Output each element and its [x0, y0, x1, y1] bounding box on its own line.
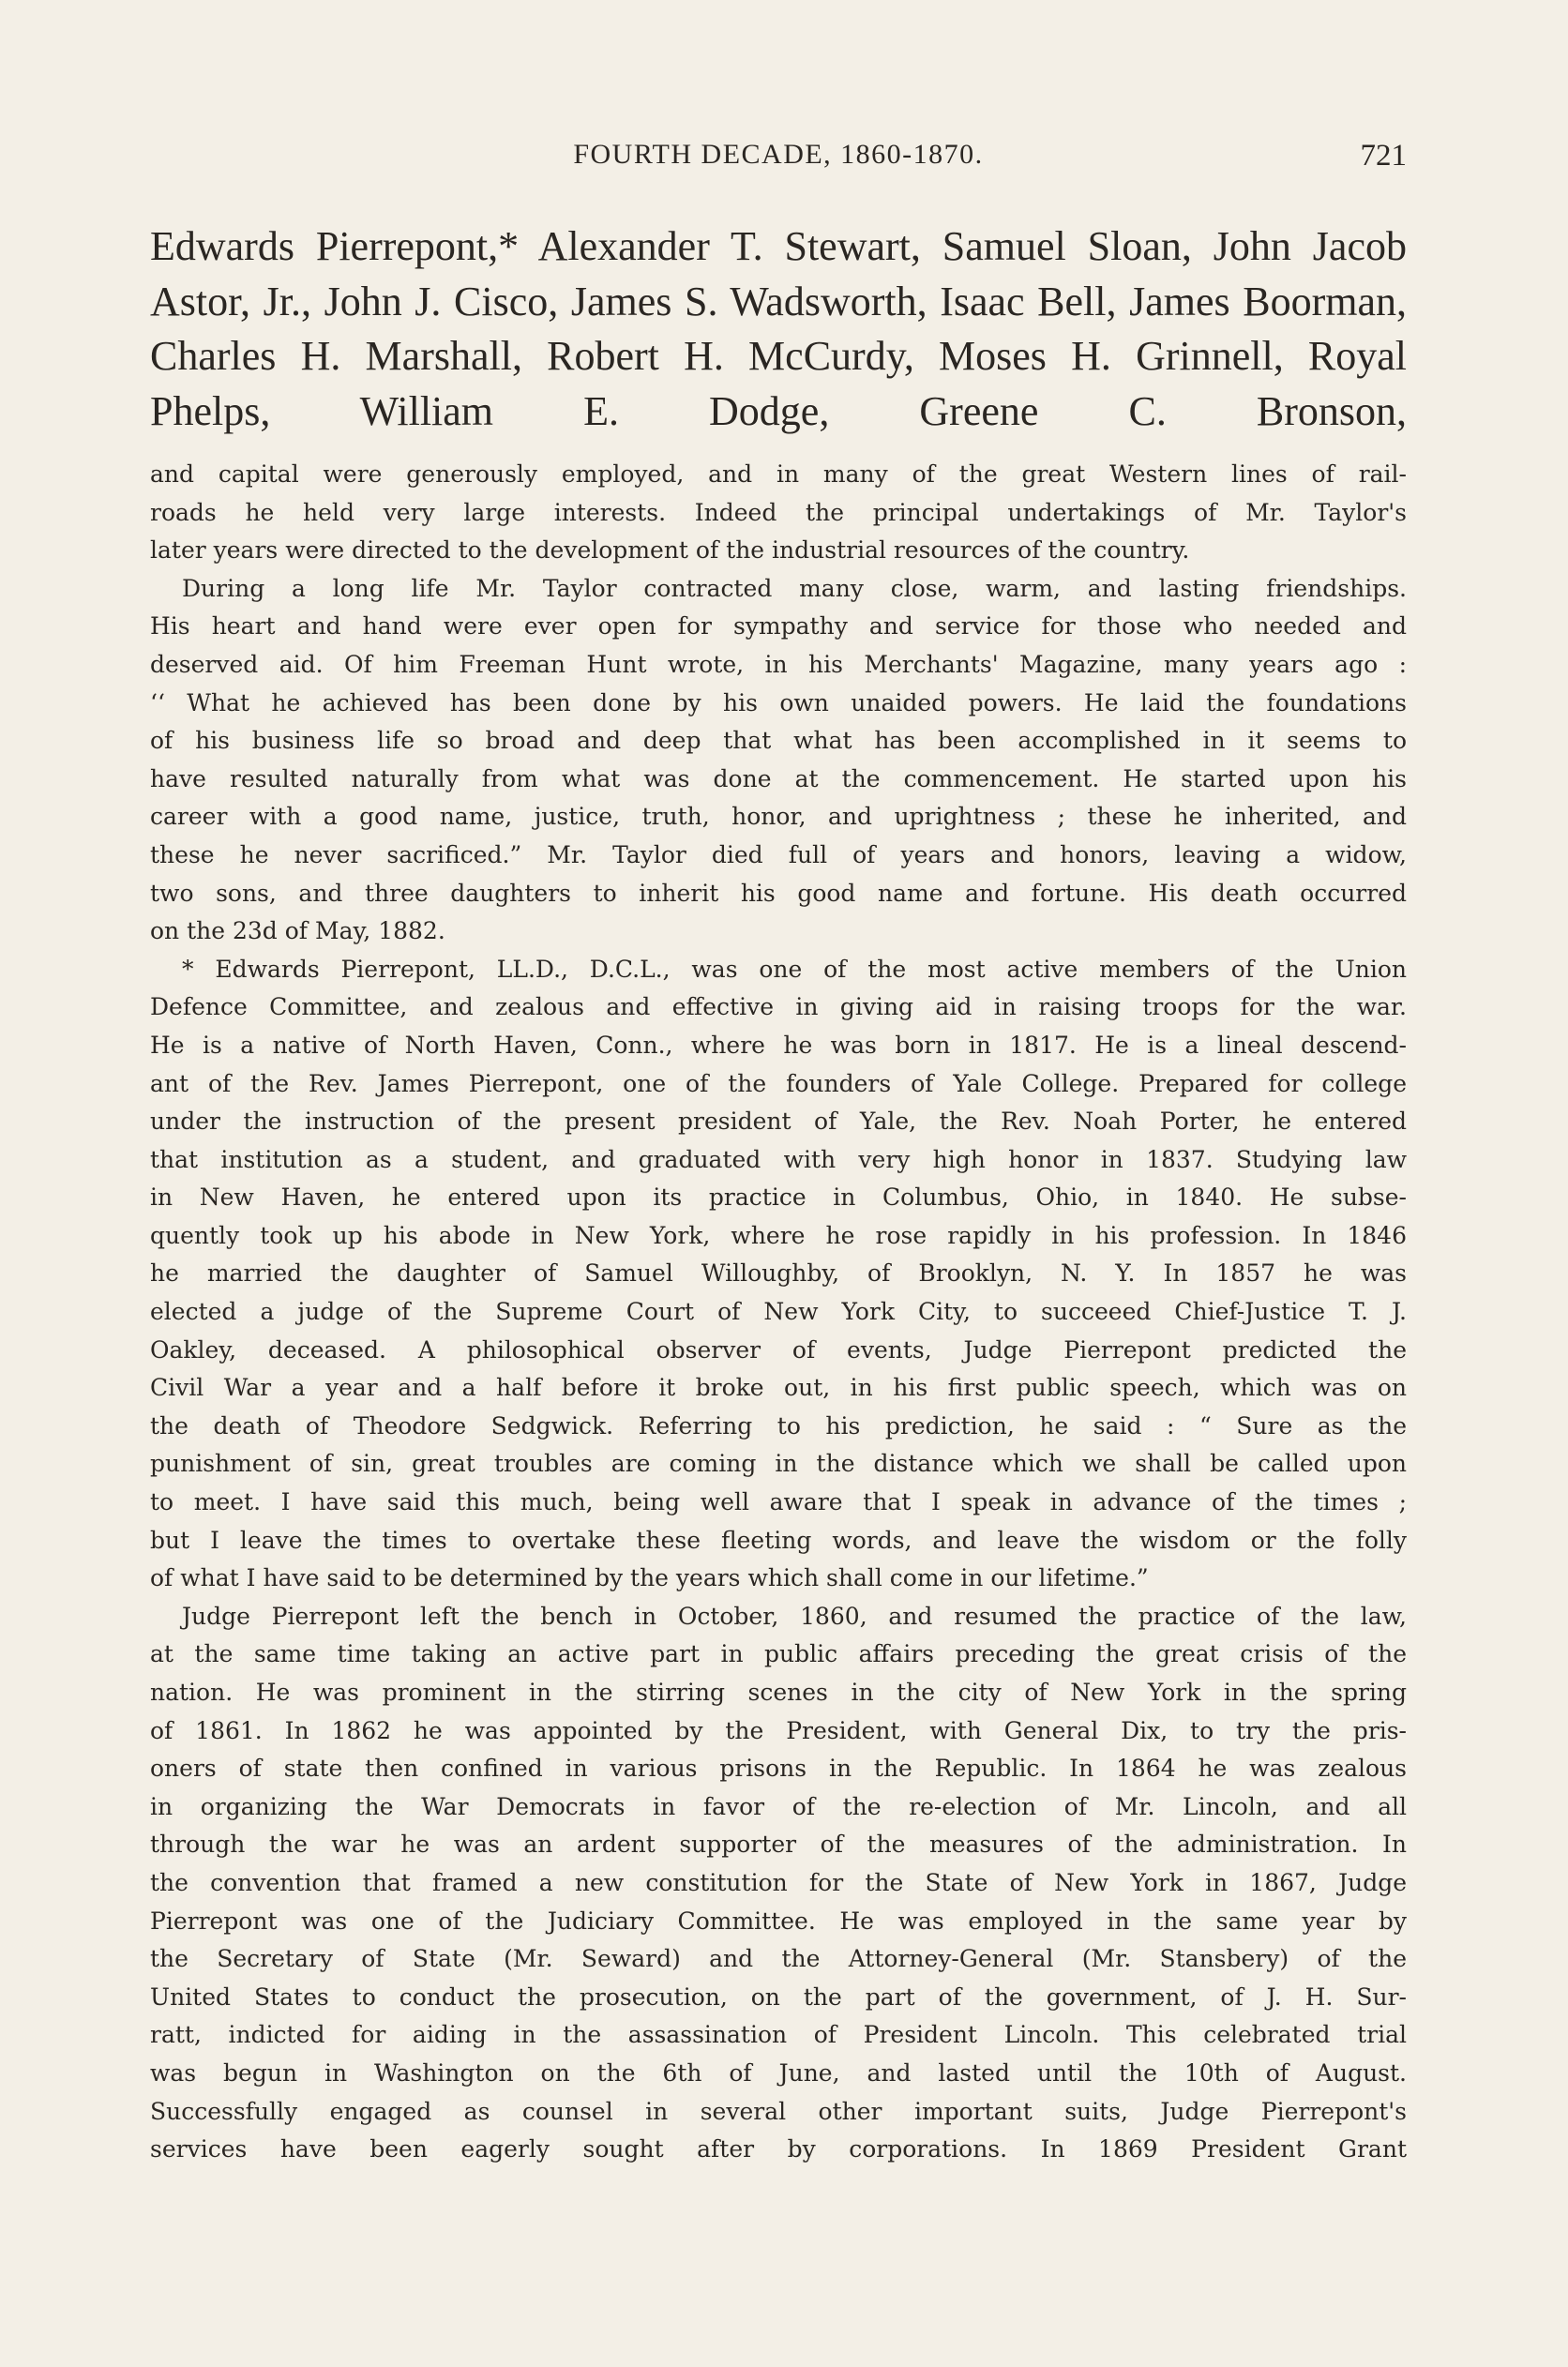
- text-line: but I leave the times to overtake these fleeting words, and leave the wisdom or the folly: [150, 1526, 1407, 1554]
- text-line: in New Haven, he entered upon its practice in Columbus, Ohio, in 1840. He subse-: [150, 1184, 1407, 1212]
- text-line: of 1861. In 1862 he was appointed by the President, with General Dix, to try the pris-: [150, 1716, 1407, 1744]
- text-line: quently took up his abode in New York, where he rose rapidly in his profession. In 1846: [150, 1221, 1407, 1249]
- text-line: He is a native of North Haven, Conn., where he was born in 1817. He is a lineal descend-: [150, 1031, 1407, 1059]
- text-line: through the war he was an ardent supporter of the measures of the administration. In: [150, 1831, 1407, 1859]
- text-line: the convention that framed a new constitution for the State of New York in 1867, Judge: [150, 1868, 1407, 1896]
- text-line: ‘‘ What he achieved has been done by his own unaided powers. He laid the foundations: [150, 688, 1407, 716]
- text-line: was begun in Washington on the 6th of June, and lasted until the 10th of August.: [150, 2058, 1407, 2087]
- text-line: * Edwards Pierrepont, LL.D., D.C.L., was one of the most active members of the Union: [182, 955, 1407, 983]
- running-head: [150, 139, 1407, 186]
- text-line: that institution as a student, and graduated with very high honor in 1837. Studying law: [150, 1145, 1407, 1173]
- text-line: roads he held very large interests. Indeed the principal undertakings of Mr. Taylor's: [150, 498, 1407, 526]
- text-line: to meet. I have said this much, being well aware that I speak in advance of the times ;: [150, 1488, 1407, 1516]
- text-line: under the instruction of the present president of Yale, the Rev. Noah Porter, he entered: [150, 1108, 1407, 1136]
- text-line: deserved aid. Of him Freeman Hunt wrote, in his Merchants' Magazine, many years ago :: [150, 650, 1407, 678]
- text-line: United States to conduct the prosecution, on the part of the government, of J. H. Sur-: [150, 1983, 1407, 2011]
- text-line: oners of state then confined in various prisons in the Republic. In 1864 he was zealous: [150, 1755, 1407, 1783]
- text-line: services have been eagerly sought after by corporations. In 1869 President Grant: [150, 2135, 1407, 2163]
- text-line: Successfully engaged as counsel in several other important suits, Judge Pierrepont's: [150, 2097, 1407, 2125]
- text-line: he married the daughter of Samuel Willoughby, of Brooklyn, N. Y. In 1857 he was: [150, 1259, 1407, 1288]
- text-line: on the 23d of May, 1882.: [150, 917, 445, 945]
- text-line: these he never sacrificed.” Mr. Taylor died full of years and honors, leaving a widow,: [150, 840, 1407, 868]
- text-line: elected a judge of the Supreme Court of New York City, to succeeed Chief-Justice T. J.: [150, 1298, 1407, 1326]
- running-head-title: FOURTH DECADE, 1860-1870.: [573, 139, 984, 170]
- text-line: Civil War a year and a half before it broke out, in his first public speech, which was on: [150, 1374, 1407, 1402]
- text-line: have resulted naturally from what was done at the commencement. He started upon his: [150, 764, 1407, 792]
- text-line: Oakley, deceased. A philosophical observer of events, Judge Pierrepont predicted the: [150, 1335, 1407, 1364]
- text-line: and capital were generously employed, and in many of the great Western lines of rail-: [150, 460, 1407, 488]
- text-line: two sons, and three daughters to inherit his good name and fortune. His death occurred: [150, 879, 1407, 907]
- text-line: punishment of sin, great troubles are coming in the distance which we shall be called upon: [150, 1450, 1407, 1478]
- text-line: the death of Theodore Sedgwick. Referring to his prediction, he said : “ Sure as the: [150, 1411, 1407, 1440]
- footnote-text: [150, 456, 1407, 2169]
- text-line: of his business life so broad and deep that what has been accomplished in it seems to: [150, 727, 1407, 755]
- text-line: later years were directed to the development of the industrial resources of the country.: [150, 536, 1190, 565]
- text-line: Judge Pierrepont left the bench in October, 1860, and resumed the practice of the law,: [182, 1602, 1407, 1630]
- text-line: in organizing the War Democrats in favor of the re-election of Mr. Lincoln, and all: [150, 1792, 1407, 1820]
- text-line: of what I have said to be determined by the years which shall come in our lifetime.”: [150, 1564, 1149, 1592]
- text-line: His heart and hand were ever open for sympathy and service for those who needed and: [150, 612, 1407, 641]
- names-list-paragraph: Edwards Pierrepont,* Alexander T. Stewart, Samuel Sloan, John Jacob Astor, Jr., John J. Cisco, James S. Wadsworth, Isaac Bell, James Boorman, Charles H. Marshall, Robert H. McCurdy, Moses H. Grinnell, Royal Phelps, William E. Dodge, Greene C. Bronson,: [150, 223, 1407, 434]
- text-line: Pierrepont was one of the Judiciary Committee. He was employed in the same year by: [150, 1907, 1407, 1935]
- text-line: ratt, indicted for aiding in the assassination of President Lincoln. This celebrated trial: [150, 2021, 1407, 2049]
- page-number: 721: [1360, 139, 1407, 173]
- text-line: the Secretary of State (Mr. Seward) and the Attorney-General (Mr. Stansbery) of the: [150, 1945, 1407, 1973]
- text-line: at the same time taking an active part in public affairs preceding the great crisis of the: [150, 1640, 1407, 1668]
- text-line: Defence Committee, and zealous and effective in giving aid in raising troops for the war.: [150, 993, 1407, 1021]
- text-line: nation. He was prominent in the stirring scenes in the city of New York in the spring: [150, 1679, 1407, 1706]
- text-line: During a long life Mr. Taylor contracted many close, warm, and lasting friendships.: [182, 574, 1407, 602]
- text-line: ant of the Rev. James Pierrepont, one of the founders of Yale College. Prepared for college: [150, 1069, 1407, 1097]
- text-line: career with a good name, justice, truth, honor, and uprightness ; these he inherited, and: [150, 803, 1407, 831]
